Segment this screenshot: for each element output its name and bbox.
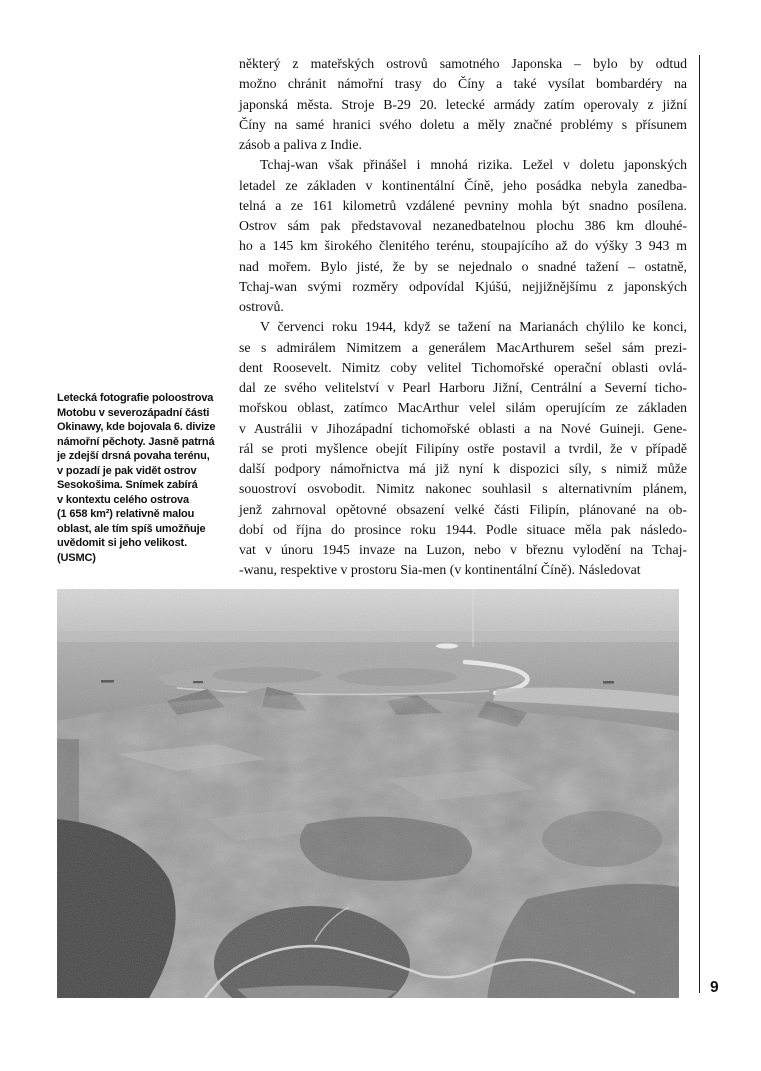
paragraph	[239, 155, 687, 317]
text-line: v kontextu celého ostrova	[57, 493, 189, 506]
text-line: uvědomit si jeho velikost.	[57, 537, 187, 549]
text-line: v pozadí je pak vidět ostrov	[57, 464, 197, 477]
text-line: se s admirálem Nimitzem a generálem MacArthurem sešel sám prezi-	[239, 339, 687, 355]
text-line: dobí od října do prosince roku 1944. Podle situace měla pak následo-	[239, 521, 687, 537]
photo-caption	[57, 391, 235, 565]
text-line: námořní pěchoty. Jasně patrná	[57, 435, 215, 448]
text-line: Ostrov sám pak představoval nezanedbatelnou plochu 386 km dlouhé-	[239, 218, 687, 233]
page-rule	[699, 55, 700, 993]
text-line: v Austrálii v Jihozápadní tichomořské oblasti a na Nové Guineji. Gene-	[239, 420, 687, 436]
text-line: Motobu v severozápadní části	[57, 406, 210, 419]
text-line: Tchaj-wan svými rozměry odpovídal Kjúšú, nejjižnějšímu z japonských	[239, 278, 687, 294]
text-line: Číny na samé hranici svého doletu a měly značné problémy s přísunem	[239, 116, 687, 132]
text-line: Okinawy, kde bojovala 6. divize	[57, 421, 216, 433]
text-line: Sesokošima. Snímek zabírá	[57, 479, 198, 491]
text-line: ostrovů.	[239, 299, 284, 314]
paragraph	[239, 317, 687, 580]
text-line: rál se proti myšlence obejít Filipíny ostře postavil a tvrdil, že v případě	[239, 440, 687, 456]
text-line: je zdejší drsná povaha terénu,	[57, 450, 210, 462]
aerial-photo-graphic	[57, 589, 679, 998]
text-line: ho a 145 km širokého členitého terénu, stoupajícího až do výšky 3 943 m	[239, 238, 687, 254]
text-line: některý z mateřských ostrovů samotného Japonska – bylo by odtud	[239, 56, 687, 71]
text-line: možno chránit námořní trasy do Číny a také vysílat bombardéry na	[239, 76, 687, 92]
text-line: další podpory námořnictva má již nyní k dispozici síly, s nimiž může	[239, 461, 687, 476]
text-line: (1 658 km²) relativně malou	[57, 508, 195, 520]
text-line: oblast, ale tím spíš umožňuje	[57, 522, 206, 535]
photo-grain	[57, 589, 679, 998]
paragraph	[239, 54, 687, 155]
text-line: mořskou oblast, zatímco MacArthur velel silám operujícím ze základen	[239, 400, 687, 416]
text-line: Letecká fotografie poloostrova	[57, 392, 214, 404]
text-line: (USMC)	[57, 551, 96, 564]
text-line: -wanu, respektive v prostoru Sia-men (v kontinentální Číně). Následovat	[239, 562, 641, 578]
text-line: letadel ze základen v kontinentální Číně, jeho posádka nebyla zanedba-	[239, 177, 687, 193]
text-line: telná a ze 161 kilometrů vzdálené pevniny mohla být snadno posílena.	[239, 197, 687, 213]
text-line: nad mořem. Bylo jisté, že by se nejednalo o snadné tažení – ostatně,	[239, 258, 687, 274]
page-number: 9	[710, 979, 719, 996]
text-line: dent Roosevelt. Nimitz coby velitel Tichomořské operační oblasti ovlá-	[239, 359, 687, 375]
text-line: japonská města. Stroje B-29 20. letecké armády zatím operovaly z jižní	[239, 96, 687, 112]
text-line: zásob a paliva z Indie.	[239, 137, 362, 152]
text-line: vat v únoru 1945 invaze na Luzon, nebo v březnu vylodění na Tchaj-	[239, 542, 687, 557]
main-text-column	[239, 54, 687, 581]
text-line: jenž zahrnoval opětovné obsazení velké části Filipín, plánované na ob-	[239, 501, 687, 517]
aerial-photo	[57, 589, 679, 998]
text-line: V červenci roku 1944, když se tažení na Marianách chýlilo ke konci,	[260, 319, 687, 335]
text-line: dal ze svého velitelství v Pearl Harboru Jižní, Centrální a Severní ticho-	[239, 380, 687, 395]
text-line: souostroví osvobodit. Nimitz nakonec souhlasil s alternativním plánem,	[239, 481, 687, 497]
text-line: Tchaj-wan však přinášel i mnohá rizika. Ležel v doletu japonských	[260, 157, 687, 173]
